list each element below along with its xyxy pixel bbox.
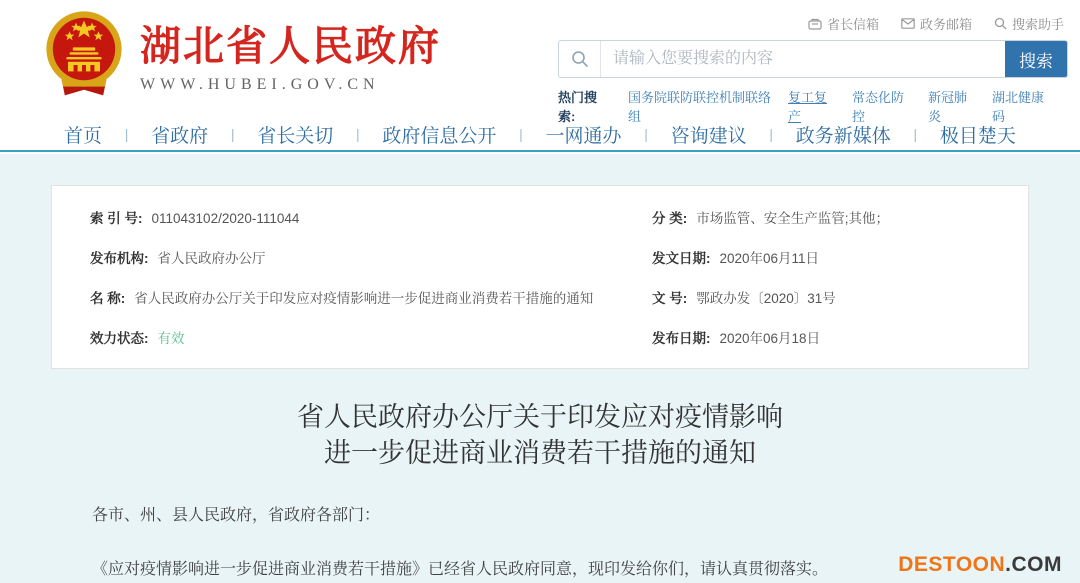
- search-assistant-link[interactable]: [994, 14, 1064, 33]
- nav-separator: |: [644, 126, 648, 142]
- nav-item-info-disclosure[interactable]: 政府信息公开: [382, 125, 497, 147]
- gov-email-label: 政务邮箱: [919, 17, 972, 32]
- article-title-line1: 省人民政府办公厅关于印发应对疫情影响: [297, 402, 783, 432]
- document-name-label: 名 称:: [90, 291, 126, 306]
- hot-search-label: 热门搜索:: [558, 90, 598, 124]
- nav-item-new-media[interactable]: 政务新媒体: [795, 125, 891, 147]
- mail-icon: [901, 18, 915, 29]
- site-title: 湖北省人民政府: [140, 23, 441, 69]
- document-number-label: 文 号:: [652, 291, 688, 306]
- nav-separator: |: [124, 126, 129, 142]
- mailbox-icon: [808, 18, 822, 30]
- metadata-row: [52, 237, 1028, 277]
- header: [0, 0, 1080, 124]
- hot-search-link-normalized-control[interactable]: 常态化防控: [851, 90, 904, 124]
- nav-item-governor-concerns[interactable]: 省长关切: [257, 125, 334, 147]
- hot-search-link-covid[interactable]: 新冠肺炎: [927, 90, 967, 124]
- destoon-watermark: [898, 553, 1062, 577]
- issuing-agency-value: 省人民政府办公厅: [157, 251, 266, 266]
- governor-mailbox-label: 省长信箱: [826, 17, 879, 32]
- hot-search-link-health-code[interactable]: 湖北健康码: [991, 90, 1044, 124]
- article-paragraph-body: 《应对疫情影响进一步促进商业消费若干措施》已经省人民政府同意，现印发给你们，请认真贯彻落实。: [92, 561, 829, 578]
- hot-search-link-joint-prevention[interactable]: 国务院联防联控机制联络组: [628, 90, 772, 124]
- nav-item-consultation[interactable]: 咨询建议: [670, 125, 747, 147]
- metadata-row: [52, 277, 1028, 317]
- nav-separator: |: [519, 126, 523, 142]
- nav-item-provincial-gov[interactable]: 省政府: [151, 125, 209, 147]
- site-logo[interactable]: [44, 8, 441, 106]
- search-input[interactable]: [601, 41, 1005, 77]
- document-metadata-card: [51, 185, 1029, 369]
- article-paragraph-salutation: 各市、州、县人民政府，省政府各部门：: [92, 507, 381, 524]
- index-number-label: 索 引 号:: [90, 211, 143, 226]
- nav-separator: |: [769, 126, 774, 142]
- metadata-row: [52, 317, 1028, 357]
- search-button[interactable]: 搜索: [1005, 41, 1067, 77]
- search-area: [558, 40, 1068, 125]
- nav-separator: |: [913, 126, 918, 142]
- nav-item-jimu-chutian[interactable]: 极目楚天: [939, 125, 1016, 147]
- article-body: [60, 504, 1020, 582]
- category-label: 分 类:: [652, 211, 688, 226]
- search-assistant-label: 搜索助手: [1011, 17, 1064, 32]
- national-emblem-icon: [44, 8, 124, 106]
- search-box: [558, 40, 1068, 78]
- hot-search-link-work-resumption[interactable]: 复工复产: [787, 90, 827, 124]
- governor-mailbox-link[interactable]: [808, 14, 879, 33]
- nav-separator: |: [356, 126, 360, 142]
- watermark-suffix: .COM: [1005, 553, 1062, 576]
- main-content: [0, 154, 1080, 583]
- publish-date-label: 发布日期:: [652, 331, 711, 346]
- publish-date-value: 2020年06月18日: [719, 331, 821, 346]
- issue-date-label: 发文日期:: [652, 251, 711, 266]
- issue-date-value: 2020年06月11日: [719, 251, 820, 266]
- document-number-value: 鄂政办发〔2020〕31号: [696, 291, 836, 306]
- validity-status-badge: 有效: [157, 331, 185, 346]
- search-icon: [994, 17, 1007, 30]
- gov-email-link[interactable]: [901, 14, 972, 33]
- document-name-value: 省人民政府办公厅关于印发应对疫情影响进一步促进商业消费若干措施的通知: [134, 291, 594, 306]
- issuing-agency-label: 发布机构:: [90, 251, 149, 266]
- article-title-line2: 进一步促进商业消费若干措施的通知: [324, 438, 756, 468]
- index-number-value: 011043102/2020-111044: [151, 211, 300, 226]
- metadata-row: [52, 197, 1028, 237]
- hot-search-bar: [558, 87, 1068, 125]
- site-url: WWW.HUBEI.GOV.CN: [140, 76, 380, 94]
- nav-item-home[interactable]: 首页: [64, 125, 103, 147]
- search-icon[interactable]: [559, 41, 601, 77]
- watermark-name: DESTOON: [898, 553, 1006, 576]
- nav-item-one-stop-service[interactable]: 一网通办: [545, 125, 622, 147]
- utility-links: [808, 14, 1064, 33]
- nav-separator: |: [230, 126, 235, 142]
- article-title: [0, 399, 1080, 471]
- validity-status-label: 效力状态:: [90, 331, 149, 346]
- category-value: 市场监管、安全生产监管;其他；: [696, 211, 890, 226]
